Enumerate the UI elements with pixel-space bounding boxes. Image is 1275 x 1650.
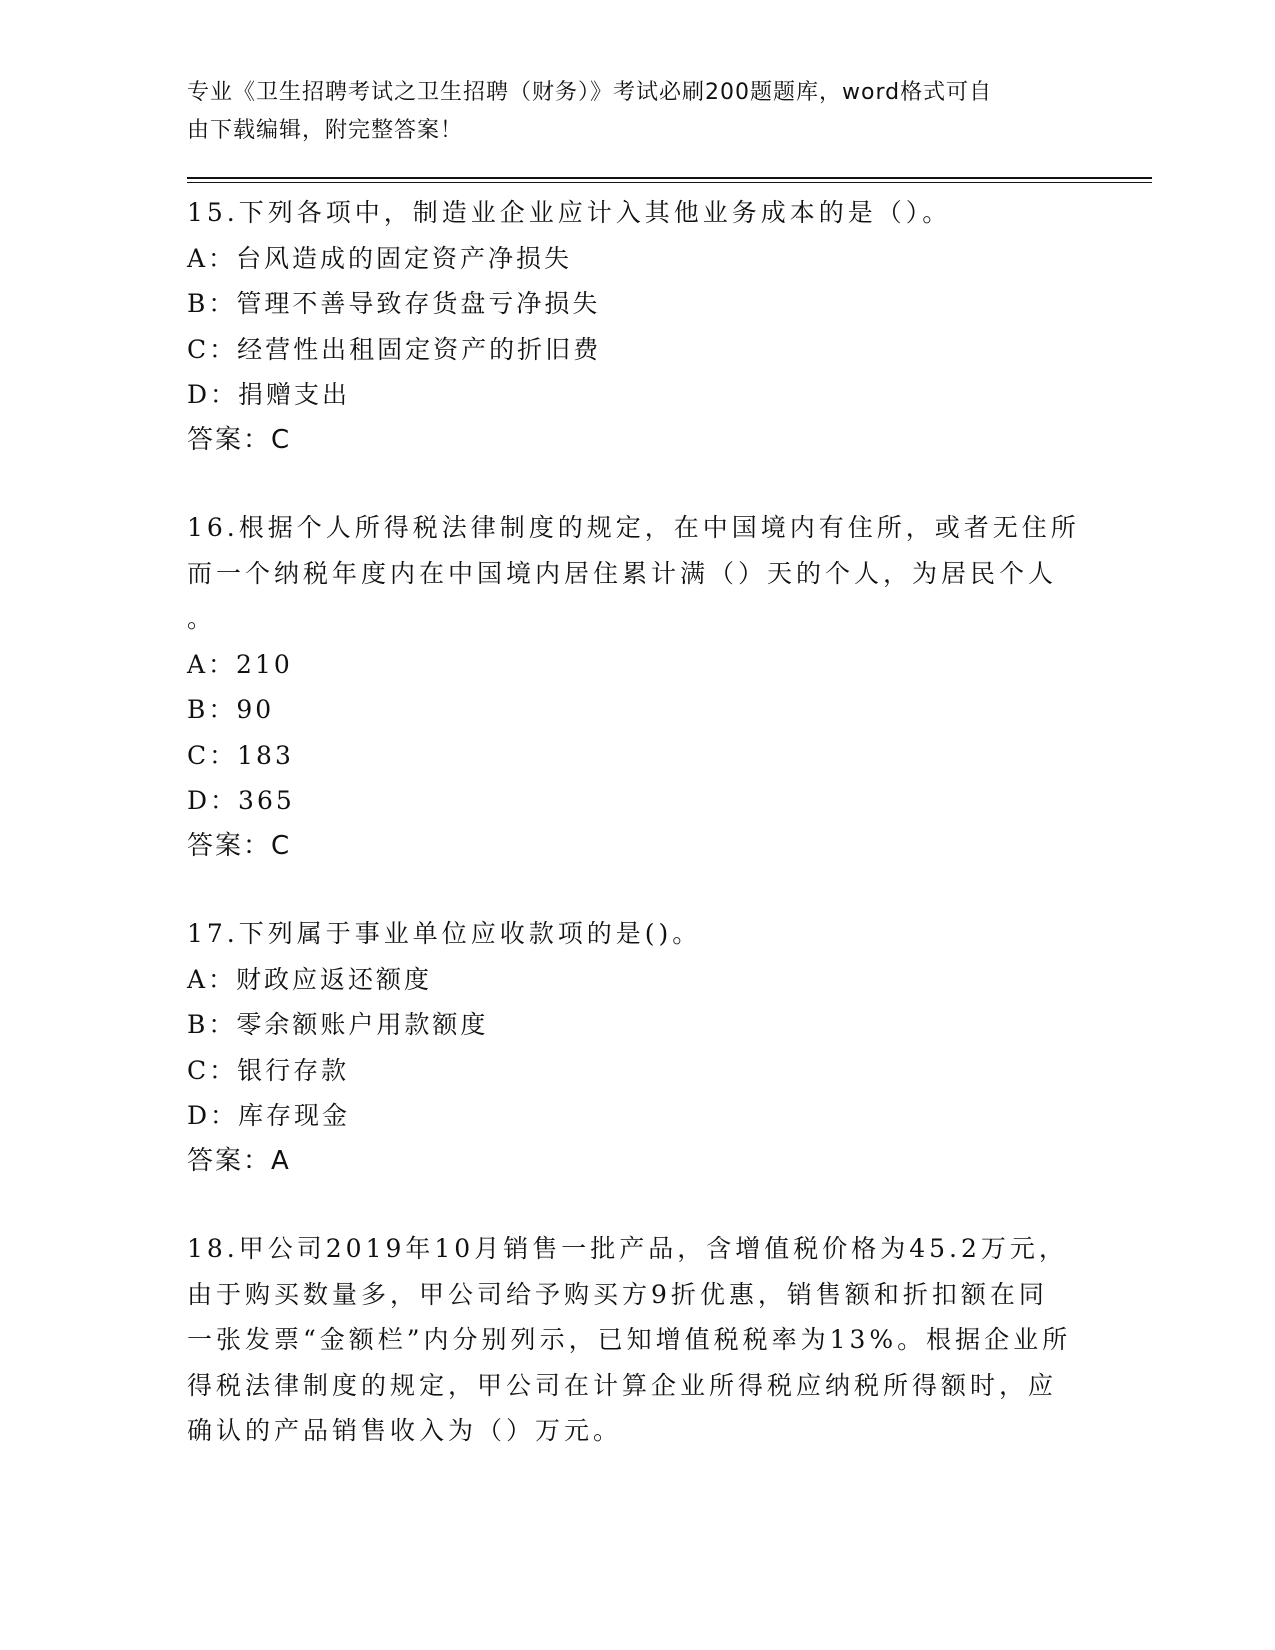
option-a: A：210 <box>187 649 293 679</box>
spacer <box>187 869 1087 911</box>
option-c: C：183 <box>187 740 294 770</box>
question-list <box>187 190 1087 1454</box>
question-text: 17.下列属于事业单位应收款项的是()。 <box>187 919 702 948</box>
question-18 <box>187 1226 1087 1454</box>
question-16 <box>187 505 1087 869</box>
option-d: D：库存现金 <box>187 1101 351 1130</box>
document-header <box>187 74 1067 150</box>
header-line-1: 专业《卫生招聘考试之卫生招聘（财务）》考试必刷200题题库，word格式可自 <box>187 80 993 105</box>
option-b: B：零余额账户用款额度 <box>187 1010 489 1039</box>
spacer <box>187 463 1087 505</box>
question-text-line-5: 确认的产品销售收入为（）万元。 <box>187 1416 623 1445</box>
header-line-2: 由下载编辑，附完整答案！ <box>187 118 464 143</box>
header-divider-thick <box>187 177 1152 179</box>
question-text-line-4: 得税法律制度的规定，甲公司在计算企业所得税应纳税所得额时，应 <box>187 1370 1058 1400</box>
question-17 <box>187 911 1087 1184</box>
question-text-line-2: 而一个纳税年度内在中国境内居住累计满（）天的个人，为居民个人 <box>187 558 1058 588</box>
option-c: C：银行存款 <box>187 1055 350 1085</box>
option-b: B：90 <box>187 695 275 724</box>
question-text-line-3: 。 <box>187 604 217 633</box>
question-text-line-3: 一张发票“金额栏”内分别列示，已知增值税税率为13%。根据企业所 <box>187 1325 1072 1354</box>
answer: 答案：C <box>187 830 292 861</box>
question-text-line-1: 18.甲公司2019年10月销售一批产品，含增值税价格为45.2万元， <box>187 1234 1068 1263</box>
question-text: 15.下列各项中，制造业企业应计入其他业务成本的是（）。 <box>187 198 952 227</box>
answer: 答案：C <box>187 424 292 455</box>
question-text-line-2: 由于购买数量多，甲公司给予购买方9折优惠，销售额和折扣额在同 <box>187 1279 1048 1309</box>
option-a: A：财政应返还额度 <box>187 964 433 994</box>
question-text-line-1: 16.根据个人所得税法律制度的规定，在中国境内有住所，或者无住所 <box>187 513 1080 542</box>
answer: 答案：A <box>187 1145 291 1176</box>
option-b: B：管理不善导致存货盘亏净损失 <box>187 289 601 318</box>
option-d: D：捐赠支出 <box>187 380 351 409</box>
option-d: D：365 <box>187 786 295 815</box>
option-a: A：台风造成的固定资产净损失 <box>187 243 573 273</box>
header-divider-thin <box>187 182 1152 183</box>
spacer <box>187 1184 1087 1226</box>
question-15 <box>187 190 1087 463</box>
option-c: C：经营性出租固定资产的折旧费 <box>187 334 602 364</box>
